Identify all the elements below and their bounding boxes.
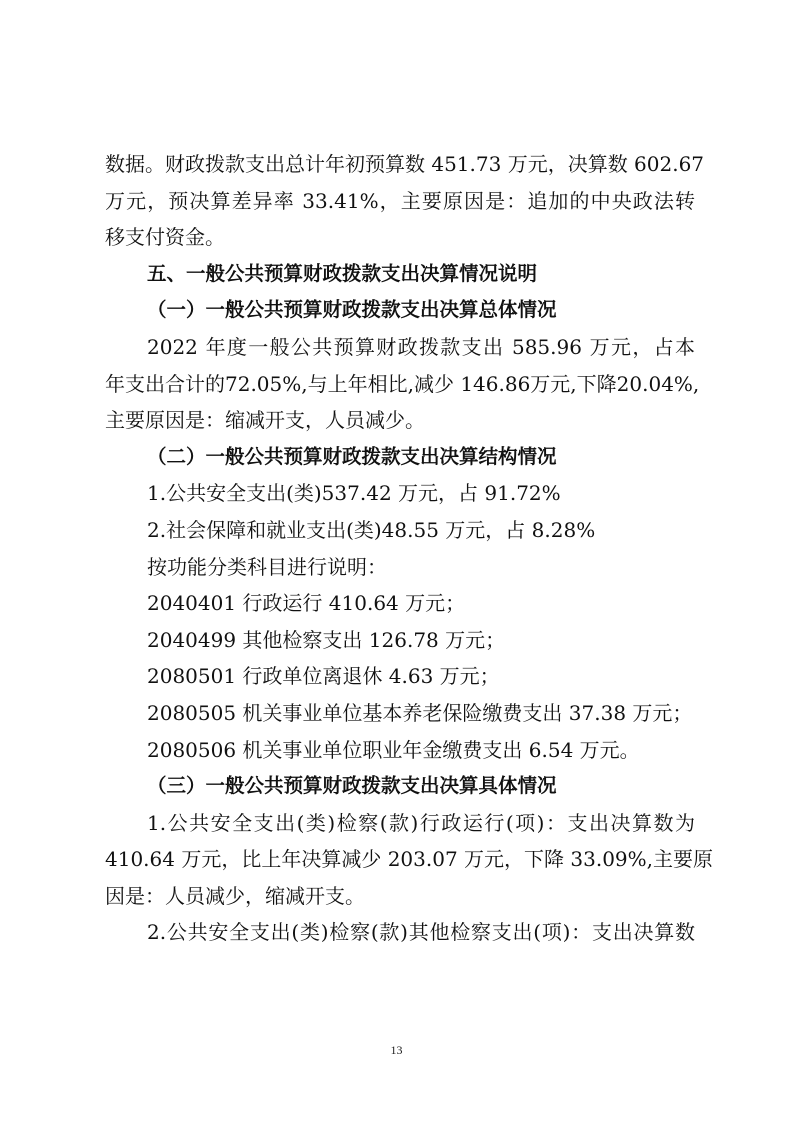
- text-line: 2080501 行政单位离退休 4.63 万元；: [147, 664, 500, 689]
- section-heading: （三）一般公共预算财政拨款支出决算具体情况: [147, 774, 557, 798]
- text-line: 2040401 行政运行 410.64 万元；: [147, 591, 466, 616]
- section-heading: （一）一般公共预算财政拨款支出决算总体情况: [147, 298, 557, 322]
- text-line: 移支付资金。: [105, 225, 225, 250]
- text-line: 万元，预决算差异率 33.41%，主要原因是：追加的中央政法转: [105, 188, 695, 213]
- text-line: 1.公共安全支出(类)537.42 万元，占 91.72%: [147, 481, 561, 506]
- text-line: 2080505 机关事业单位基本养老保险缴费支出 37.38 万元；: [147, 700, 693, 725]
- text-line: 2022 年度一般公共预算财政拨款支出 585.96 万元，占本: [147, 334, 695, 359]
- text-line: 数据。财政拨款支出总计年初预算数 451.73 万元，决算数 602.67: [105, 152, 705, 176]
- text-line: 1.公共安全支出(类)检察(款)行政运行(项)：支出决算数为: [147, 810, 695, 835]
- text-line: 2.社会保障和就业支出(类)48.55 万元，占 8.28%: [147, 517, 596, 542]
- section-heading: 五、一般公共预算财政拨款支出决算情况说明: [147, 261, 538, 285]
- text-line: 2.公共安全支出(类)检察(款)其他检察支出(项)：支出决算数: [147, 920, 695, 945]
- text-line: 年支出合计的72.05%,与上年相比,减少 146.86万元,下降20.04%,: [105, 371, 700, 396]
- text-line: 主要原因是：缩减开支，人员减少。: [105, 408, 425, 433]
- page-number: 13: [390, 1043, 403, 1057]
- text-line: 2040499 其他检察支出 126.78 万元；: [147, 627, 506, 652]
- section-heading: （二）一般公共预算财政拨款支出决算结构情况: [147, 444, 557, 468]
- text-line: 因是：人员减少，缩减开支。: [105, 883, 365, 908]
- text-line: 2080506 机关事业单位职业年金缴费支出 6.54 万元。: [147, 737, 640, 762]
- document-body: [105, 146, 714, 951]
- text-line: 按功能分类科目进行说明：: [147, 554, 387, 579]
- text-line: 410.64 万元，比上年决算减少 203.07 万元，下降 33.09%,主要原: [105, 847, 714, 872]
